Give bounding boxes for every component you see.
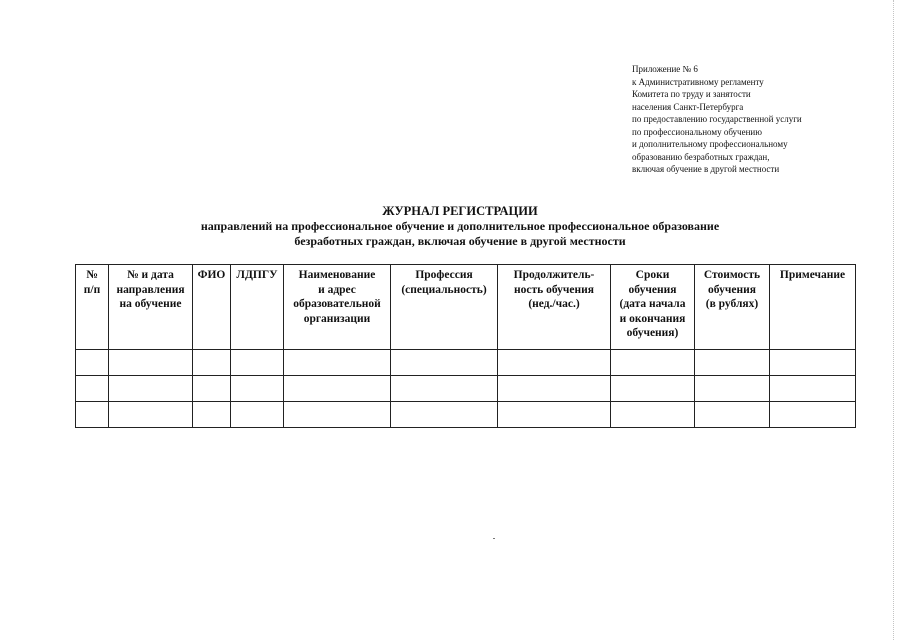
appendix-line: включая обучение в другой местности	[632, 164, 780, 174]
table-cell	[284, 350, 391, 376]
column-header	[193, 265, 231, 350]
table-cell	[231, 350, 284, 376]
table-cell	[611, 350, 695, 376]
column-header-line: образовательной	[293, 298, 381, 310]
table-cell	[76, 376, 109, 402]
appendix-line: Приложение № 6	[632, 64, 698, 74]
appendix-line: по профессиональному обучению	[632, 126, 762, 137]
table-cell	[498, 402, 611, 428]
table-header	[76, 265, 856, 350]
table-cell	[498, 376, 611, 402]
journal-subtitle-line: направлений на профессиональное обучение и дополнительное профессиональное образование	[200, 219, 720, 233]
column-header-line: №	[86, 269, 98, 281]
column-header	[76, 265, 109, 350]
column-header-line: (в рублях)	[705, 298, 759, 310]
table-cell	[76, 350, 109, 376]
column-header-line: обучения)	[626, 327, 679, 339]
appendix-line: и дополнительному профессиональному	[632, 139, 788, 149]
column-header-line: п/п	[83, 283, 101, 296]
column-header-line: № и дата	[127, 269, 174, 281]
journal-subtitle-line: безработных граждан, включая обучение в другой местности	[294, 233, 626, 248]
journal-title: ЖУРНАЛ РЕГИСТРАЦИИ	[382, 204, 538, 218]
column-header-line: ность обучения	[514, 283, 594, 296]
table-cell	[391, 376, 498, 402]
column-header-line: Наименование	[298, 269, 376, 281]
table-cell	[695, 376, 770, 402]
appendix-line: образованию безработных граждан,	[632, 151, 770, 162]
column-header	[695, 265, 770, 350]
page-edge-mark	[893, 0, 894, 640]
column-header-line: на обучение	[119, 298, 182, 310]
column-header-line: Стоимость	[703, 269, 761, 281]
table-row	[76, 350, 856, 376]
table-cell	[284, 402, 391, 428]
column-header-line: и адрес	[318, 283, 356, 296]
column-header	[391, 265, 498, 350]
column-header-line: обучения	[708, 283, 756, 296]
table-cell	[695, 402, 770, 428]
column-header	[231, 265, 284, 350]
column-header-line: ЛДПГУ	[236, 269, 278, 281]
table-cell	[231, 376, 284, 402]
table-body	[76, 350, 856, 428]
column-header	[284, 265, 391, 350]
column-header-line: Примечание	[779, 269, 846, 281]
table-cell	[231, 402, 284, 428]
table-cell	[109, 350, 193, 376]
table-cell	[611, 402, 695, 428]
column-header	[109, 265, 193, 350]
table-cell	[109, 402, 193, 428]
appendix-line: по предоставлению государственной услуги	[632, 114, 802, 124]
table-cell	[770, 376, 856, 402]
column-header-line: обучения	[628, 283, 677, 296]
table-cell	[391, 402, 498, 428]
column-header-line: организации	[303, 312, 371, 325]
table-cell	[193, 402, 231, 428]
appendix-line: населения Санкт-Петербурга	[632, 101, 744, 112]
column-header	[770, 265, 856, 350]
table-row	[76, 402, 856, 428]
table-cell	[109, 376, 193, 402]
column-header-line: направления	[116, 283, 185, 296]
column-header-line: Сроки	[635, 269, 670, 281]
column-header-line: ФИО	[197, 269, 226, 281]
registration-journal-table	[75, 264, 856, 428]
table-row	[76, 376, 856, 402]
table-cell	[193, 350, 231, 376]
column-header-line: Профессия	[415, 269, 473, 281]
appendix-note	[632, 63, 892, 176]
table-cell	[284, 376, 391, 402]
table-cell	[76, 402, 109, 428]
document-title	[150, 204, 770, 248]
header-row	[76, 265, 856, 350]
column-header	[611, 265, 695, 350]
appendix-line: к Административному регламенту	[632, 76, 764, 87]
table-cell	[193, 376, 231, 402]
table-cell	[770, 350, 856, 376]
column-header-line: (специальность)	[401, 283, 487, 296]
column-header-line: (дата начала	[619, 298, 686, 310]
column-header-line: и окончания	[619, 312, 686, 325]
table-cell	[695, 350, 770, 376]
table-cell	[498, 350, 611, 376]
scan-speck	[493, 538, 495, 539]
column-header-line: (нед./час.)	[528, 298, 580, 310]
table-cell	[770, 402, 856, 428]
appendix-line: Комитета по труду и занятости	[632, 89, 751, 99]
column-header-line: Продолжитель-	[513, 269, 595, 281]
table-cell	[611, 376, 695, 402]
table-cell	[391, 350, 498, 376]
column-header	[498, 265, 611, 350]
